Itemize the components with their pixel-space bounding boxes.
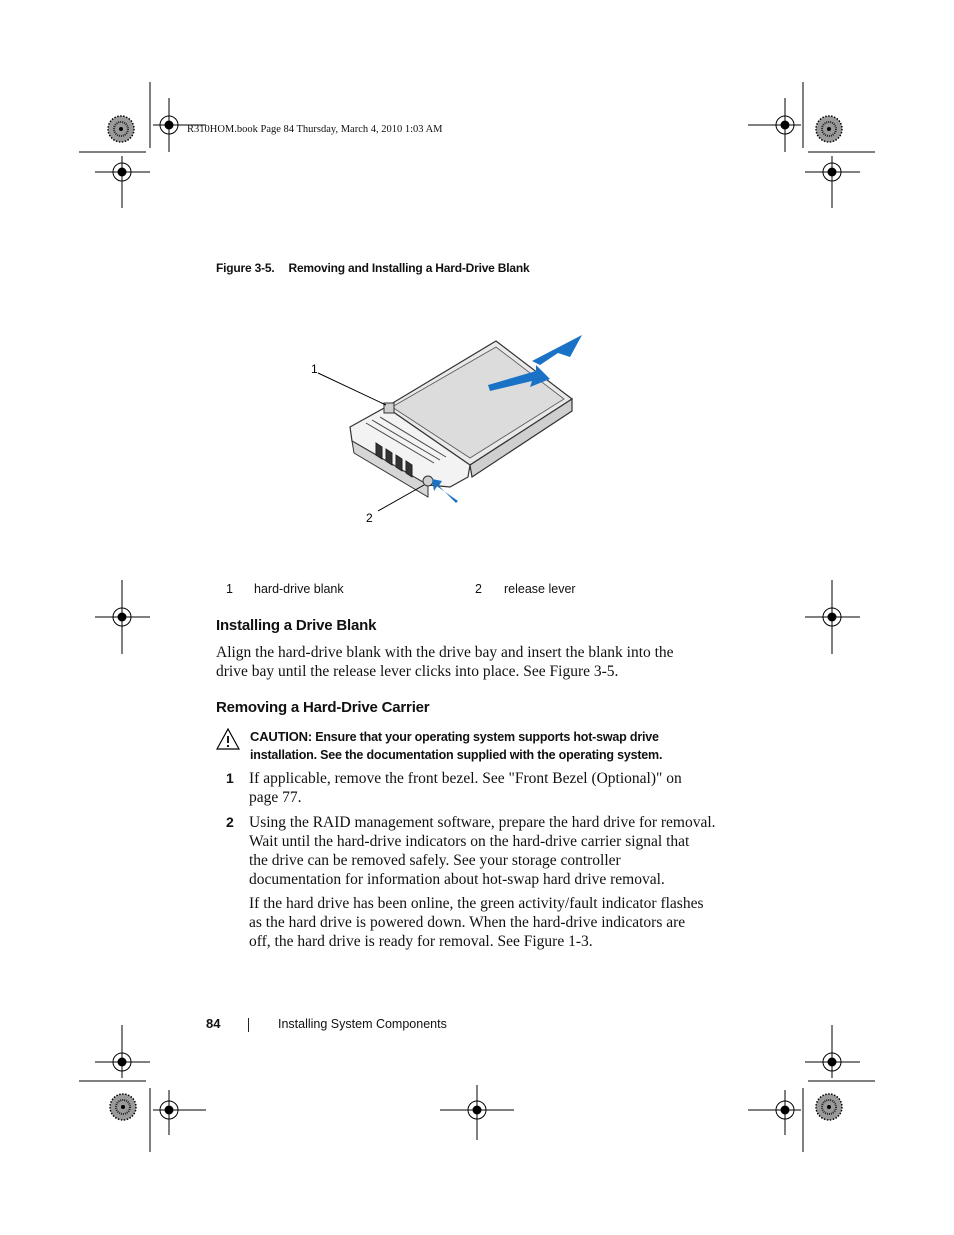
footer-divider [248, 1018, 249, 1032]
text-line: page 77. [249, 789, 302, 806]
caution-icon [216, 728, 240, 750]
heading-installing-drive-blank: Installing a Drive Blank [216, 617, 377, 634]
footer-section-title: Installing System Components [278, 1017, 447, 1031]
figure-caption [216, 261, 529, 275]
text-line: drive bay until the release lever clicks into place. See Figure 3-5. [216, 663, 619, 680]
text-line: as the hard drive is powered down. When the hard-drive indicators are [249, 914, 686, 931]
hard-drive-blank-illustration [300, 325, 600, 535]
legend-num-2: 2 [475, 582, 482, 596]
step-text [249, 813, 719, 889]
text-line: documentation for information about hot-swap hard drive removal. [249, 871, 665, 888]
step-number: 2 [226, 814, 234, 830]
caution-text: Ensure that your operating system supports hot-swap drive [315, 730, 659, 744]
callout-1: 1 [311, 362, 318, 376]
text-line: If applicable, remove the front bezel. See "Front Bezel (Optional)" on [249, 770, 682, 787]
text-line: Using the RAID management software, prepare the hard drive for removal. [249, 814, 716, 831]
print-header: R310HOM.book Page 84 Thursday, March 4, 2010 1:03 AM [187, 124, 443, 135]
step-note [249, 894, 719, 951]
legend-num-1: 1 [226, 582, 233, 596]
caution-notice [250, 728, 720, 764]
text-line: the drive can be removed safely. See your storage controller [249, 852, 621, 869]
step-number: 1 [226, 770, 234, 786]
caution-text: installation. See the documentation supplied with the operating system. [250, 748, 663, 762]
figure-number: Figure 3-5. [216, 261, 275, 275]
slide-arrow-out-icon [532, 335, 582, 365]
text-line: Wait until the hard-drive indicators on the hard-drive carrier signal that [249, 833, 690, 850]
legend-label-2: release lever [504, 582, 576, 596]
heading-removing-carrier: Removing a Hard-Drive Carrier [216, 699, 430, 716]
paragraph-installing-drive-blank [216, 643, 716, 681]
release-lever [423, 476, 433, 486]
caution-label: CAUTION: [250, 729, 312, 744]
text-line: off, the hard drive is ready for removal. See Figure 1-3. [249, 933, 593, 950]
text-line: If the hard drive has been online, the green activity/fault indicator flashes [249, 895, 704, 912]
step-text [249, 769, 719, 807]
legend-label-1: hard-drive blank [254, 582, 344, 596]
text-line: Align the hard-drive blank with the drive bay and insert the blank into the [216, 644, 674, 661]
page-number: 84 [206, 1016, 221, 1031]
callout-2: 2 [366, 511, 373, 525]
figure-title: Removing and Installing a Hard-Drive Blank [288, 261, 530, 275]
